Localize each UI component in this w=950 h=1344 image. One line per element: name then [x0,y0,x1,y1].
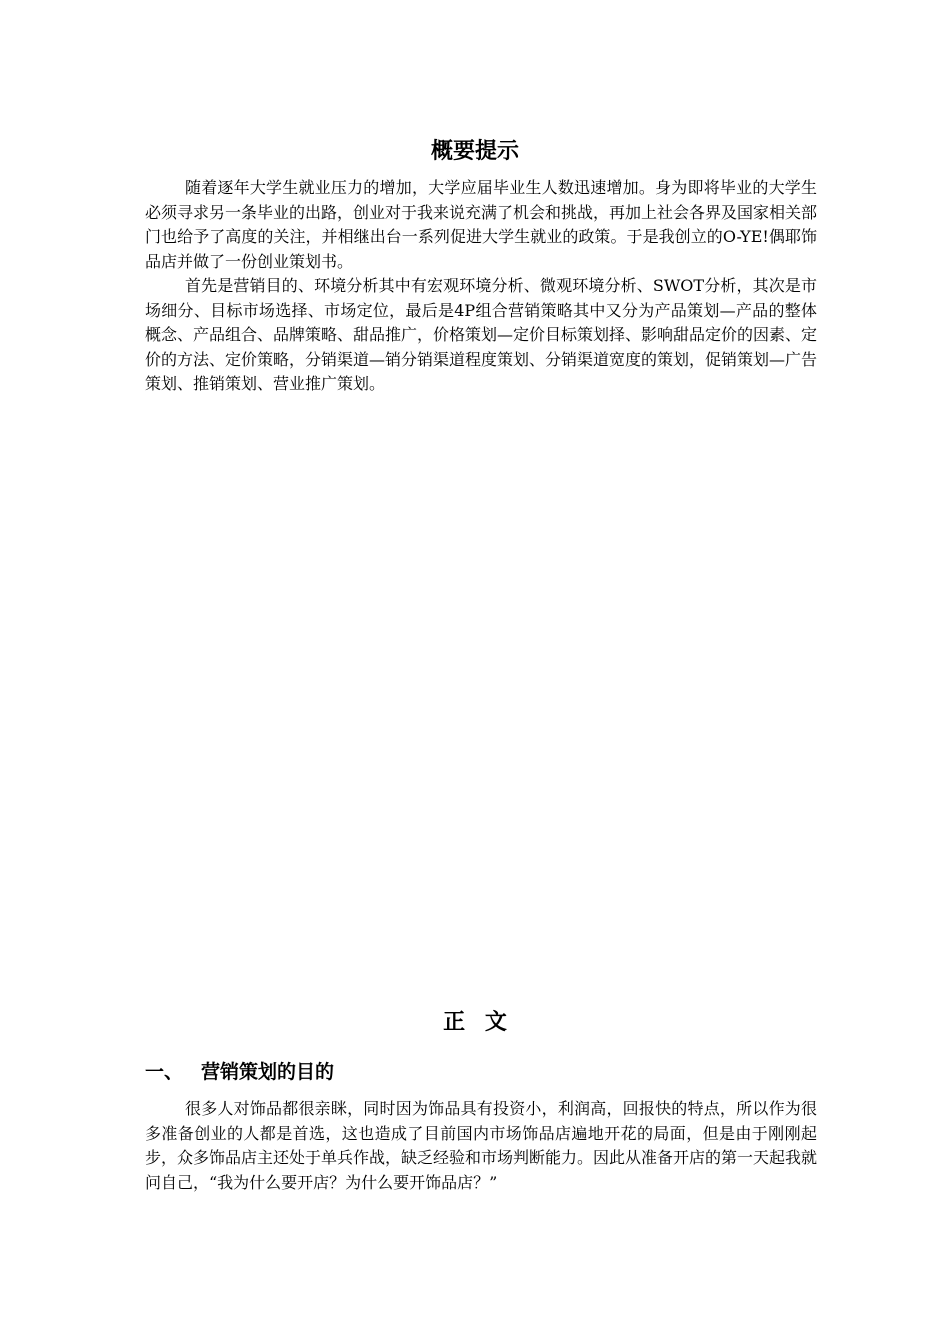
section-1-heading [145,1058,334,1086]
section-1-body [145,1097,817,1195]
summary-title: 概要提示 [430,139,519,164]
summary-section [145,176,817,397]
section-1-number: 一、 [145,1061,184,1083]
summary-paragraph-2: 首先是营销目的、环境分析其中有宏观环境分析、微观环境分析、SWOT分析，其次是市场细分、目标市场选择、市场定位，最后是4P组合营销策略其中又分为产品策划—产品的整体概念、产品组合、品牌策略、甜品推广，价格策划—定价目标策划择、影响甜品定价的因素、定价的方法、定价策略，分销渠道—销分销渠道程度策划、分销渠道宽度的策划，促销策划—广告策划、推销策划、营业推广策划。 [145,276,818,393]
section-1-paragraph: 很多人对饰品都很亲眯，同时因为饰品具有投资小，利润高，回报快的特点，所以作为很多准备创业的人都是首选，这也造成了目前国内市场饰品店遍地开花的局面，但是由于刚刚起步，众多饰品店主还处于单兵作战，缺乏经验和市场判断能力。因此从准备开店的第一天起我就问自己，“我为什么要开店？为什么要开饰品店？” [145,1099,818,1192]
body-title: 正文 [443,1010,527,1035]
summary-paragraph-1: 随着逐年大学生就业压力的增加，大学应届毕业生人数迅速增加。身为即将毕业的大学生必须寻求另一条毕业的出路，创业对于我来说充满了机会和挑战，再加上社会各界及国家相关部门也给予了高度的关注，并相继出台一系列促进大学生就业的政策。于是我创立的O-YE!偶耶饰品店并做了一份创业策划书。 [145,178,818,271]
section-1-heading-text: 营销策划的目的 [201,1061,335,1083]
